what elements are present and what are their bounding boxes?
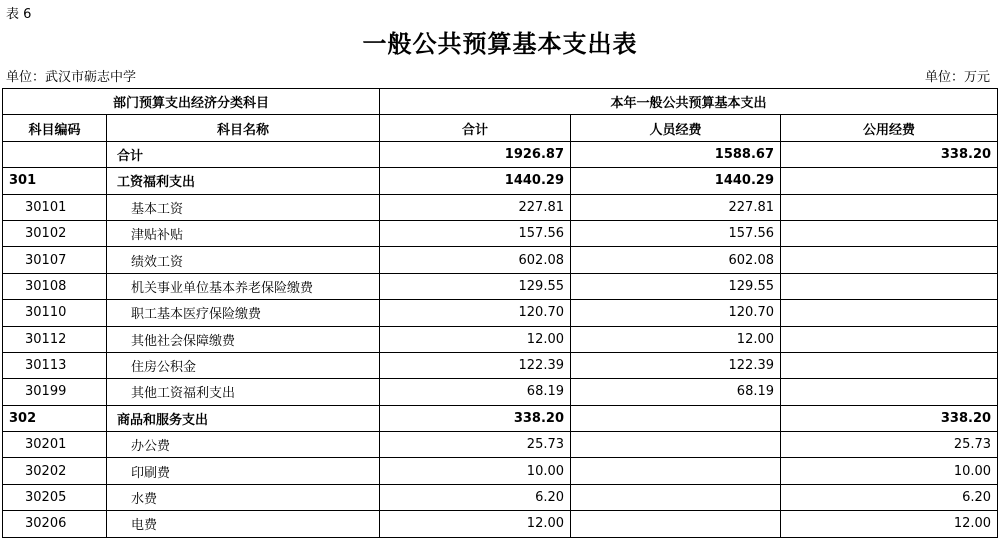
- subject-code-cell: [3, 141, 107, 167]
- table-row: [3, 194, 998, 220]
- public-expense-cell: [781, 168, 998, 194]
- public-expense-cell: [781, 247, 998, 273]
- subject-code-cell: 30113: [3, 352, 107, 378]
- subject-name-cell: 电费: [107, 511, 380, 537]
- subject-name-cell: 职工基本医疗保险缴费: [107, 300, 380, 326]
- subject-name-cell: 机关事业单位基本养老保险缴费: [107, 273, 380, 299]
- table-row: [3, 432, 998, 458]
- total-cell: 120.70: [380, 300, 571, 326]
- table-row: [3, 168, 998, 194]
- subject-code-cell: 30107: [3, 247, 107, 273]
- table-row: [3, 405, 998, 431]
- public-expense-cell: 338.20: [781, 141, 998, 167]
- subject-code-cell: 302: [3, 405, 107, 431]
- public-expense-cell: 338.20: [781, 405, 998, 431]
- subject-name-cell: 其他工资福利支出: [107, 379, 380, 405]
- total-cell: 6.20: [380, 484, 571, 510]
- personnel-expense-cell: 120.70: [571, 300, 781, 326]
- budget-expenditure-table: [2, 88, 998, 538]
- subject-name-cell: 合计: [107, 141, 380, 167]
- public-expense-cell: [781, 326, 998, 352]
- table-row: [3, 379, 998, 405]
- table-row: [3, 352, 998, 378]
- unit-organization-label: 单位：武汉市砺志中学: [6, 70, 137, 85]
- subject-code-cell: 30102: [3, 220, 107, 246]
- subject-name-cell: 津贴补贴: [107, 220, 380, 246]
- subject-name-cell: 商品和服务支出: [107, 405, 380, 431]
- subject-name-cell: 工资福利支出: [107, 168, 380, 194]
- total-cell: 68.19: [380, 379, 571, 405]
- subject-code-cell: 30202: [3, 458, 107, 484]
- personnel-expense-cell: 1588.67: [571, 141, 781, 167]
- public-expense-cell: [781, 194, 998, 220]
- personnel-expense-cell: [571, 405, 781, 431]
- total-cell: 227.81: [380, 194, 571, 220]
- public-expense-cell: [781, 352, 998, 378]
- subject-code-cell: 30205: [3, 484, 107, 510]
- subject-code-cell: 301: [3, 168, 107, 194]
- personnel-expense-cell: 157.56: [571, 220, 781, 246]
- public-expense-cell: [781, 220, 998, 246]
- subject-code-cell: 30206: [3, 511, 107, 537]
- total-cell: 1440.29: [380, 168, 571, 194]
- header-total: 合计: [380, 115, 571, 141]
- table-row: [3, 220, 998, 246]
- total-cell: 157.56: [380, 220, 571, 246]
- header-row-columns: [3, 115, 998, 141]
- table-row: [3, 484, 998, 510]
- total-cell: 129.55: [380, 273, 571, 299]
- subject-code-cell: 30110: [3, 300, 107, 326]
- personnel-expense-cell: [571, 484, 781, 510]
- table-row: [3, 273, 998, 299]
- public-expense-cell: 10.00: [781, 458, 998, 484]
- subject-code-cell: 30101: [3, 194, 107, 220]
- total-cell: 602.08: [380, 247, 571, 273]
- personnel-expense-cell: [571, 458, 781, 484]
- total-cell: 12.00: [380, 326, 571, 352]
- unit-currency-label: 单位：万元: [924, 70, 990, 85]
- table-row: [3, 247, 998, 273]
- personnel-expense-cell: [571, 432, 781, 458]
- header-public-expense: 公用经费: [781, 115, 998, 141]
- subject-code-cell: 30112: [3, 326, 107, 352]
- subject-name-cell: 绩效工资: [107, 247, 380, 273]
- subject-name-cell: 水费: [107, 484, 380, 510]
- public-expense-cell: 25.73: [781, 432, 998, 458]
- personnel-expense-cell: 602.08: [571, 247, 781, 273]
- public-expense-cell: 6.20: [781, 484, 998, 510]
- personnel-expense-cell: [571, 511, 781, 537]
- total-cell: 10.00: [380, 458, 571, 484]
- table-number-label: 表 6: [6, 7, 32, 22]
- public-expense-cell: [781, 379, 998, 405]
- public-expense-cell: [781, 300, 998, 326]
- personnel-expense-cell: 68.19: [571, 379, 781, 405]
- personnel-expense-cell: 129.55: [571, 273, 781, 299]
- header-personnel-expense: 人员经费: [571, 115, 781, 141]
- table-row: [3, 141, 998, 167]
- table-row: [3, 458, 998, 484]
- personnel-expense-cell: 12.00: [571, 326, 781, 352]
- public-expense-cell: 12.00: [781, 511, 998, 537]
- total-cell: 338.20: [380, 405, 571, 431]
- header-row-group: [3, 89, 998, 115]
- header-subject-code: 科目编码: [3, 115, 107, 141]
- header-subject-name: 科目名称: [107, 115, 380, 141]
- personnel-expense-cell: 227.81: [571, 194, 781, 220]
- subject-name-cell: 印刷费: [107, 458, 380, 484]
- subject-name-cell: 基本工资: [107, 194, 380, 220]
- total-cell: 25.73: [380, 432, 571, 458]
- total-cell: 12.00: [380, 511, 571, 537]
- table-row: [3, 511, 998, 537]
- table-row: [3, 326, 998, 352]
- personnel-expense-cell: 122.39: [571, 352, 781, 378]
- subject-code-cell: 30108: [3, 273, 107, 299]
- total-cell: 1926.87: [380, 141, 571, 167]
- subject-code-cell: 30199: [3, 379, 107, 405]
- subject-code-cell: 30201: [3, 432, 107, 458]
- subject-name-cell: 住房公积金: [107, 352, 380, 378]
- total-cell: 122.39: [380, 352, 571, 378]
- public-expense-cell: [781, 273, 998, 299]
- table-body: [3, 89, 998, 538]
- table-row: [3, 300, 998, 326]
- header-economic-classification: 部门预算支出经济分类科目: [3, 89, 380, 115]
- personnel-expense-cell: 1440.29: [571, 168, 781, 194]
- document-title: 一般公共预算基本支出表: [362, 30, 638, 58]
- subject-name-cell: 其他社会保障缴费: [107, 326, 380, 352]
- subject-name-cell: 办公费: [107, 432, 380, 458]
- header-basic-expenditure: 本年一般公共预算基本支出: [380, 89, 998, 115]
